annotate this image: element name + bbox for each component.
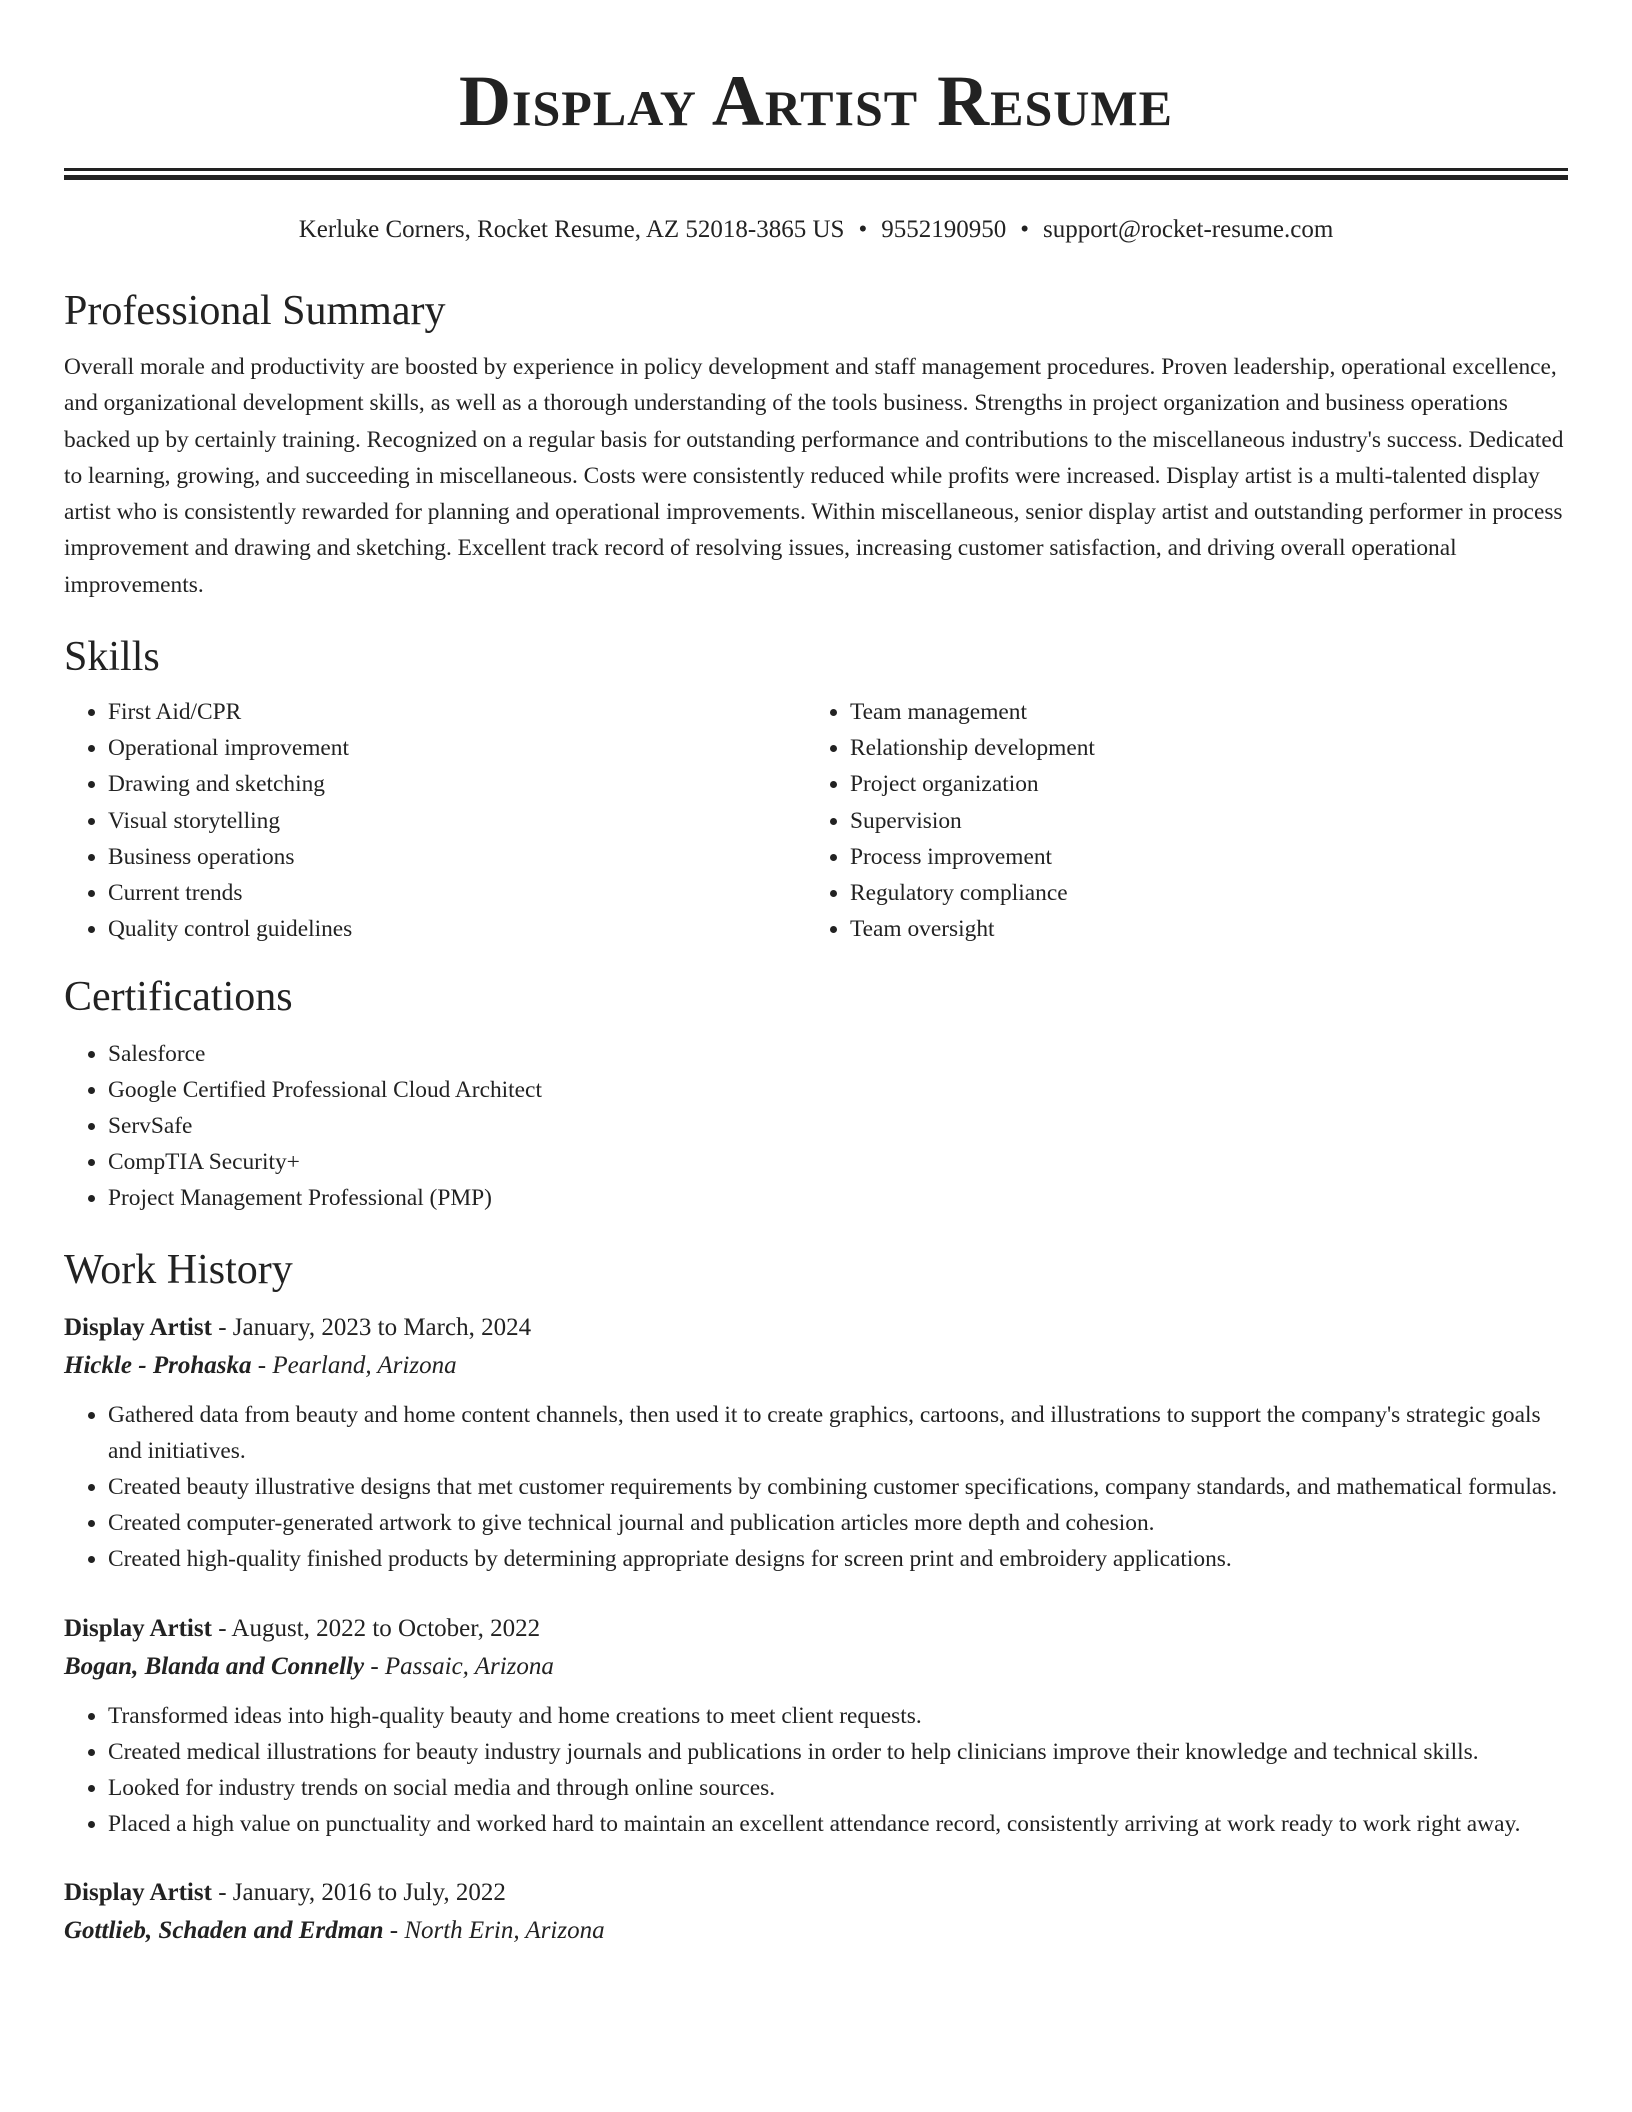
job-location: - North Erin, Arizona (383, 1917, 605, 1945)
list-item: • Created high-quality finished products by determining appropriate designs for screen print and embroidery applications. (108, 1541, 1568, 1577)
job-title: Display Artist (64, 1313, 212, 1341)
list-item: • Business operations (108, 839, 806, 875)
list-item: • Google Certified Professional Cloud Architect (108, 1072, 1568, 1108)
job-dates: - August, 2022 to October, 2022 (211, 1614, 541, 1642)
job-company-line (64, 1347, 1568, 1385)
job-company: Hickle - Prohaska (64, 1351, 252, 1379)
contact-address: Kerluke Corners, Rocket Resume, AZ 52018-3865 US (298, 216, 845, 243)
list-item: • Visual storytelling (108, 803, 806, 839)
list-item: • ServSafe (108, 1108, 1568, 1144)
job-dates: - January, 2016 to July, 2022 (211, 1879, 506, 1907)
work-history-section (64, 1245, 1568, 1951)
page-title: Display Artist Resume (459, 61, 1173, 141)
job-location: - Pearland, Arizona (251, 1351, 457, 1379)
job-dates: - January, 2023 to March, 2024 (211, 1313, 532, 1341)
job-entry (64, 1309, 1568, 1578)
skills-column-left (64, 694, 806, 947)
job-title: Display Artist (64, 1879, 212, 1907)
list-item: • Created computer-generated artwork to give technical journal and publication articles more depth and cohesion. (108, 1505, 1568, 1541)
list-item: • Created beauty illustrative designs that met customer requirements by combining customer specifications, company standards, and mathematical formulas. (108, 1469, 1568, 1505)
list-item: • Project Management Professional (PMP) (108, 1180, 1568, 1216)
job-entry (64, 1874, 1568, 1950)
list-item: • Looked for industry trends on social media and through online sources. (108, 1770, 1568, 1806)
skills-column-right (806, 694, 1548, 947)
job-company: Bogan, Blanda and Connelly (64, 1652, 365, 1680)
list-item: • Created medical illustrations for beauty industry journals and publications in order to help clinicians improve their knowledge and technical skills. (108, 1734, 1568, 1770)
list-item: • Team management (850, 694, 1548, 730)
list-item: • Relationship development (850, 730, 1548, 766)
job-company: Gottlieb, Schaden and Erdman (64, 1917, 384, 1945)
summary-section (64, 286, 1568, 603)
job-bullets (64, 1698, 1568, 1843)
list-item: • Gathered data from beauty and home content channels, then used it to create graphics, cartoons, and illustrations to support the company's strategic goals and initiatives. (108, 1397, 1568, 1469)
job-title-line (64, 1309, 1568, 1347)
list-item: • Placed a high value on punctuality and worked hard to maintain an excellent attendance record, consistently arriving at work ready to work right away. (108, 1806, 1568, 1842)
certifications-list (64, 1036, 1568, 1217)
list-item: • Salesforce (108, 1036, 1568, 1072)
summary-heading: Professional Summary (64, 288, 446, 334)
list-item: • First Aid/CPR (108, 694, 806, 730)
skills-heading: Skills (64, 634, 160, 681)
certifications-section (64, 972, 1568, 1217)
contact-email: support@rocket-resume.com (1043, 216, 1334, 243)
contact-line (64, 214, 1568, 246)
certifications-heading: Certifications (64, 973, 293, 1020)
list-item: • Supervision (850, 803, 1548, 839)
list-item: • Regulatory compliance (850, 875, 1548, 911)
job-title-line (64, 1874, 1568, 1912)
work-history-heading: Work History (64, 1246, 293, 1293)
job-company-line (64, 1912, 1568, 1950)
list-item: • Project organization (850, 766, 1548, 802)
job-title: Display Artist (64, 1614, 212, 1642)
contact-separator: • (858, 216, 868, 243)
list-item: • Team oversight (850, 911, 1548, 947)
job-entry (64, 1610, 1568, 1843)
list-item: • CompTIA Security+ (108, 1144, 1568, 1180)
contact-separator: • (1020, 216, 1029, 243)
job-title-line (64, 1610, 1568, 1648)
list-item: • Operational improvement (108, 730, 806, 766)
list-item: • Current trends (108, 875, 806, 911)
title-divider (64, 168, 1568, 180)
list-item: • Process improvement (850, 839, 1548, 875)
skills-columns (64, 694, 1568, 947)
list-item: • Quality control guidelines (108, 911, 806, 947)
job-bullets (64, 1397, 1568, 1578)
job-location: - Passaic, Arizona (364, 1652, 554, 1680)
skills-section (64, 632, 1568, 947)
summary-text: Overall morale and productivity are boosted by experience in policy development and staff management procedures. Proven leadership, operational excellence, and organizational development skills, as well as a thorough understanding of the tools business. Strengths in project organization and business operations backed up by certainly training. Recognized on a regular basis for outstanding performance and contributions to the miscellaneous industry's success. Dedicated to learning, growing, and succeeding in miscellaneous. Costs were consistently reduced while profits were increased. Display artist is a multi-talented display artist who is consistently rewarded for planning and operational improvements. Within miscellaneous, senior display artist and outstanding performer in process improvement and drawing and sketching. Excellent track record of resolving issues, increasing customer satisfaction, and driving overall operational improvements. (64, 354, 1564, 598)
contact-phone: 9552190950 (881, 216, 1007, 243)
list-item: • Transformed ideas into high-quality beauty and home creations to meet client requests. (108, 1698, 1568, 1734)
job-company-line (64, 1648, 1568, 1686)
list-item: • Drawing and sketching (108, 766, 806, 802)
